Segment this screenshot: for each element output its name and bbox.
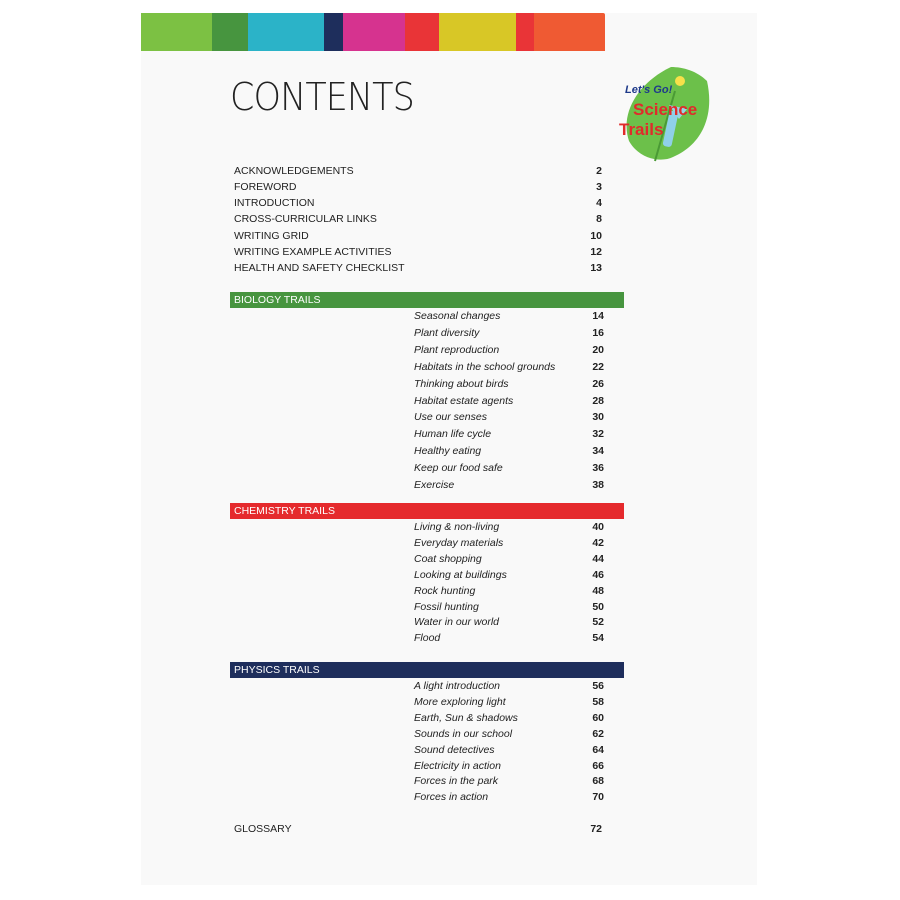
color-stripe bbox=[248, 13, 324, 51]
toc-entry-label: Keep our food safe bbox=[414, 462, 503, 475]
toc-page-number: 26 bbox=[592, 377, 604, 390]
toc-page-number: 14 bbox=[592, 310, 604, 322]
toc-entry-label: More exploring light bbox=[414, 695, 506, 708]
toc-entry-label: Habitats in the school grounds bbox=[414, 360, 556, 373]
toc-page-number: 52 bbox=[592, 616, 604, 629]
toc-page-number: 50 bbox=[592, 600, 604, 613]
toc-page-number: 72 bbox=[590, 823, 602, 835]
toc-entry-label: Plant diversity bbox=[414, 326, 480, 339]
toc-entry bbox=[414, 393, 604, 409]
toc-entry-label: Fossil hunting bbox=[414, 600, 479, 613]
toc-page-number: 58 bbox=[592, 695, 604, 708]
toc-entry bbox=[414, 678, 604, 694]
toc-row bbox=[234, 163, 602, 179]
toc-entry-label: Coat shopping bbox=[414, 552, 482, 565]
toc-entry-label: Flood bbox=[414, 632, 441, 645]
toc-entry bbox=[414, 758, 604, 774]
toc-entry-label: Earth, Sun & shadows bbox=[414, 711, 518, 724]
color-stripe-bar bbox=[141, 13, 605, 51]
toc-page-number: 56 bbox=[592, 680, 604, 692]
toc-label: INTRODUCTION bbox=[234, 197, 315, 209]
toc-entry bbox=[414, 409, 604, 425]
toc-entry-label: Sounds in our school bbox=[414, 727, 513, 740]
toc-page-number: 30 bbox=[592, 411, 604, 424]
document-page bbox=[141, 13, 757, 885]
toc-entry-label: Exercise bbox=[414, 479, 455, 491]
color-stripe bbox=[141, 13, 212, 51]
page-title: CONTENTS bbox=[230, 75, 414, 119]
toc-label: GLOSSARY bbox=[234, 823, 292, 835]
toc-page-number: 2 bbox=[596, 165, 602, 177]
toc-entry-label: Living & non-living bbox=[414, 521, 500, 533]
toc-label: WRITING EXAMPLE ACTIVITIES bbox=[234, 246, 392, 258]
toc-entry bbox=[414, 551, 604, 567]
toc-entry bbox=[414, 535, 604, 551]
toc-page-number: 28 bbox=[592, 394, 604, 407]
color-stripe bbox=[343, 13, 405, 51]
toc-page-number: 64 bbox=[592, 743, 604, 756]
logo-word-science: Science bbox=[633, 100, 698, 119]
toc-entry bbox=[414, 426, 604, 442]
toc-entry-label: Sound detectives bbox=[414, 743, 495, 756]
toc-page-number: 62 bbox=[592, 727, 604, 740]
toc-entry-label: Water in our world bbox=[414, 616, 500, 629]
section-header: BIOLOGY TRAILS bbox=[230, 292, 624, 308]
section-header: PHYSICS TRAILS bbox=[230, 662, 624, 678]
color-stripe bbox=[534, 13, 605, 51]
toc-row bbox=[234, 260, 602, 276]
toc-entry bbox=[414, 325, 604, 341]
toc-page-number: 66 bbox=[592, 759, 604, 772]
toc-entry-label: Seasonal changes bbox=[414, 310, 501, 322]
toc-page-number: 60 bbox=[592, 711, 604, 724]
toc-entry bbox=[414, 477, 604, 493]
toc-page-number: 40 bbox=[592, 521, 604, 533]
toc-entry bbox=[414, 308, 604, 324]
toc-page-number: 70 bbox=[592, 791, 604, 804]
toc-label: CROSS-CURRICULAR LINKS bbox=[234, 213, 377, 225]
toc-entry-label: Electricity in action bbox=[414, 759, 501, 772]
toc-page-number: 34 bbox=[592, 445, 604, 458]
toc-entry-label: Healthy eating bbox=[414, 445, 482, 458]
toc-row bbox=[234, 179, 602, 195]
toc-entry bbox=[414, 583, 604, 599]
toc-entry bbox=[414, 630, 604, 646]
toc-entry bbox=[414, 519, 604, 535]
toc-entry bbox=[414, 359, 604, 375]
toc-page-number: 10 bbox=[590, 230, 602, 242]
toc-entry bbox=[414, 342, 604, 358]
toc-entry bbox=[414, 567, 604, 583]
toc-page-number: 46 bbox=[592, 568, 604, 581]
toc-page-number: 16 bbox=[592, 326, 604, 339]
color-stripe bbox=[212, 13, 248, 51]
toc-page-number: 12 bbox=[590, 246, 602, 258]
toc-entry bbox=[414, 443, 604, 459]
toc-row bbox=[234, 244, 602, 260]
toc-entry-label: Plant reproduction bbox=[414, 343, 500, 356]
toc-page-number: 54 bbox=[592, 632, 604, 645]
toc-entry bbox=[414, 460, 604, 476]
section-header: CHEMISTRY TRAILS bbox=[230, 503, 624, 519]
toc-label: WRITING GRID bbox=[234, 230, 309, 242]
toc-entry bbox=[414, 789, 604, 805]
toc-row bbox=[234, 821, 602, 837]
toc-row bbox=[234, 195, 602, 211]
toc-label: HEALTH AND SAFETY CHECKLIST bbox=[234, 262, 405, 274]
toc-entry bbox=[414, 599, 604, 615]
logo-word-trails: Trails bbox=[619, 120, 664, 139]
toc-page-number: 36 bbox=[592, 462, 604, 475]
toc-page-number: 3 bbox=[596, 181, 602, 193]
logo-tagline: Let's Go! bbox=[625, 84, 673, 96]
toc-page-number: 4 bbox=[596, 197, 602, 209]
toc-entry bbox=[414, 773, 604, 789]
toc-entry-label: Forces in the park bbox=[414, 775, 499, 788]
color-stripe bbox=[439, 13, 516, 51]
toc-entry-label: Forces in action bbox=[414, 791, 489, 804]
toc-page-number: 44 bbox=[592, 552, 604, 565]
toc-row bbox=[234, 211, 602, 227]
toc-page-number: 32 bbox=[592, 428, 604, 441]
toc-entry-label: Looking at buildings bbox=[414, 568, 507, 581]
toc-entry-label: Everyday materials bbox=[414, 536, 504, 549]
toc-entry bbox=[414, 710, 604, 726]
toc-label: FOREWORD bbox=[234, 181, 297, 193]
toc-page-number: 13 bbox=[590, 262, 602, 274]
toc-entry bbox=[414, 726, 604, 742]
color-stripe bbox=[405, 13, 439, 51]
toc-page-number: 42 bbox=[592, 536, 604, 549]
toc-label: ACKNOWLEDGEMENTS bbox=[234, 165, 354, 177]
toc-page-number: 22 bbox=[592, 360, 604, 373]
toc-entry-label: Habitat estate agents bbox=[414, 394, 514, 407]
toc-entry-label: A light introduction bbox=[414, 680, 500, 692]
science-trails-logo bbox=[611, 61, 731, 173]
toc-page-number: 68 bbox=[592, 775, 604, 788]
toc-page-number: 48 bbox=[592, 584, 604, 597]
toc-page-number: 38 bbox=[592, 479, 604, 491]
color-stripe bbox=[324, 13, 343, 51]
toc-entry bbox=[414, 376, 604, 392]
toc-row bbox=[234, 228, 602, 244]
toc-entry bbox=[414, 694, 604, 710]
toc-entry bbox=[414, 742, 604, 758]
toc-entry-label: Human life cycle bbox=[414, 428, 492, 441]
toc-entry-label: Thinking about birds bbox=[414, 377, 509, 390]
toc-page-number: 8 bbox=[596, 213, 602, 225]
toc-entry-label: Use our senses bbox=[414, 411, 487, 424]
toc-entry-label: Rock hunting bbox=[414, 584, 476, 597]
toc-page-number: 20 bbox=[592, 343, 604, 356]
toc-entry bbox=[414, 614, 604, 630]
color-stripe bbox=[516, 13, 534, 51]
